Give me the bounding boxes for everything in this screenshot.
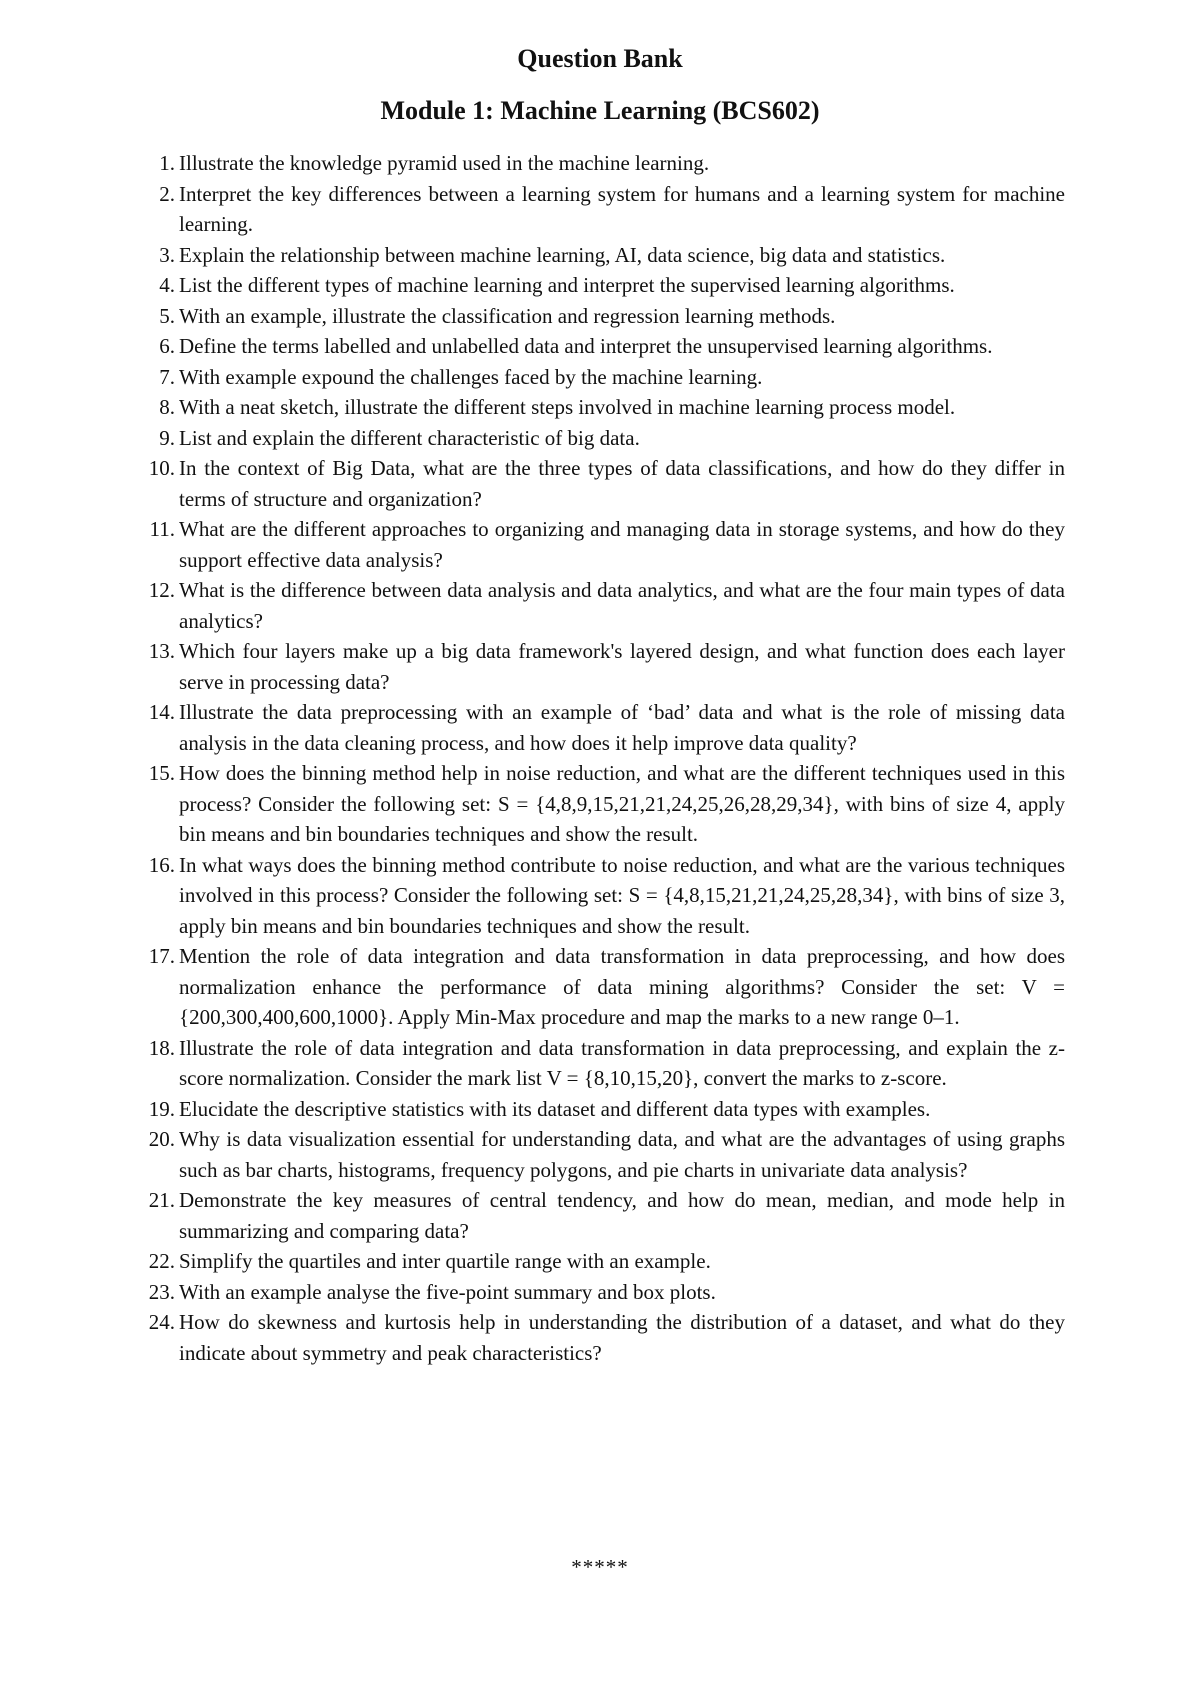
question-number: [130, 636, 175, 667]
question-number: [130, 697, 175, 728]
question-number: [130, 392, 175, 423]
question-text: Demonstrate the key measures of central tendency, and how do mean, median, and mode help in summarizing and comparing data?: [179, 1188, 1065, 1243]
question-number: [130, 331, 175, 362]
question-number-label: 22.: [148, 1249, 175, 1273]
question-text: Illustrate the knowledge pyramid used in the machine learning.: [179, 151, 710, 175]
question-item: [130, 392, 1065, 423]
question-number-label: 21.: [148, 1188, 175, 1212]
question-item: [130, 1277, 1065, 1308]
question-number-label: 16.: [148, 852, 175, 877]
question-number: [130, 179, 175, 210]
question-item: [130, 1033, 1065, 1094]
question-number: [130, 850, 175, 881]
question-number: [130, 1185, 175, 1216]
question-item: [130, 1185, 1065, 1246]
question-number-label: 9.: [159, 425, 175, 450]
question-number-label: 15.: [148, 761, 175, 785]
question-number-label: 10.: [148, 456, 175, 480]
question-item: [130, 1246, 1065, 1277]
question-text: Mention the role of data integration and data transformation in data preprocessing, and how does normalization enhance the performance of data mining algorithms? Consider the set: V = {200,300,400,600,1000}. Apply Min-Max procedure and map the marks to a new range 0–1.: [179, 944, 1065, 1029]
question-item: [130, 850, 1065, 942]
question-number-label: 18.: [148, 1035, 175, 1060]
question-number: [130, 1246, 175, 1277]
question-text: Elucidate the descriptive statistics with its dataset and different data types with examples.: [179, 1096, 931, 1121]
question-text: What are the different approaches to organizing and managing data in storage systems, and how do they support effective data analysis?: [179, 517, 1065, 572]
module-title: Module 1: Machine Learning (BCS602): [380, 96, 820, 125]
question-number: [130, 423, 175, 454]
question-number-label: 2.: [159, 181, 175, 206]
question-item: [130, 331, 1065, 362]
question-item: [130, 636, 1065, 697]
question-text: Define the terms labelled and unlabelled data and interpret the unsupervised learning algorithms.: [179, 334, 993, 358]
question-number: [130, 758, 175, 789]
question-text: With an example analyse the five-point summary and box plots.: [179, 1279, 716, 1304]
question-text: Explain the relationship between machine learning, AI, data science, big data and statistics.: [179, 242, 946, 267]
question-item: [130, 270, 1065, 301]
question-number: [130, 575, 175, 606]
question-text: List the different types of machine learning and interpret the supervised learning algorithms.: [179, 273, 955, 297]
question-number-label: 4.: [159, 273, 175, 297]
question-number: [130, 1124, 175, 1155]
question-text: Illustrate the role of data integration and data transformation in data preprocessing, and explain the z-score normalization. Consider the mark list V = {8,10,15,20}, convert the marks to z-score.: [179, 1035, 1065, 1090]
question-number-label: 5.: [159, 303, 175, 328]
question-text: Interpret the key differences between a learning system for humans and a learning system for machine learning.: [179, 181, 1065, 236]
question-text: Which four layers make up a big data framework's layered design, and what function does each layer serve in processing data?: [179, 639, 1065, 694]
end-of-document-mark: *****: [571, 1555, 629, 1579]
question-text: What is the difference between data analysis and data analytics, and what are the four main types of data analytics?: [179, 578, 1065, 633]
question-number-label: 7.: [159, 364, 175, 389]
question-number: [130, 240, 175, 271]
question-text: List and explain the different characteristic of big data.: [179, 425, 640, 450]
question-item: [130, 941, 1065, 1033]
question-item: [130, 1124, 1065, 1185]
question-number: [130, 1277, 175, 1308]
question-number-label: 14.: [148, 700, 175, 724]
question-text: With example expound the challenges faced by the machine learning.: [179, 364, 763, 389]
question-item: [130, 1094, 1065, 1125]
question-number: [130, 1307, 175, 1338]
question-item: [130, 453, 1065, 514]
question-number-label: 24.: [148, 1310, 175, 1334]
question-item: [130, 240, 1065, 271]
question-number-label: 1.: [159, 151, 175, 175]
question-number: [130, 453, 175, 484]
question-text: With a neat sketch, illustrate the different steps involved in machine learning process model.: [179, 395, 956, 419]
question-item: [130, 697, 1065, 758]
question-number: [130, 148, 175, 179]
question-number-label: 6.: [159, 334, 175, 358]
question-number-label: 11.: [149, 517, 175, 541]
question-number: [130, 514, 175, 545]
question-item: [130, 179, 1065, 240]
question-number-label: 13.: [148, 639, 175, 663]
question-item: [130, 1307, 1065, 1368]
question-number-label: 12.: [148, 578, 175, 602]
question-item: [130, 514, 1065, 575]
question-item: [130, 301, 1065, 332]
question-item: [130, 362, 1065, 393]
question-number-label: 3.: [159, 242, 175, 267]
question-number-label: 23.: [148, 1279, 175, 1304]
question-item: [130, 148, 1065, 179]
question-list: [130, 148, 1065, 1368]
question-number: [130, 301, 175, 332]
question-text: In the context of Big Data, what are the three types of data classifications, and how do they differ in terms of structure and organization?: [179, 456, 1065, 511]
question-number: [130, 270, 175, 301]
question-item: [130, 758, 1065, 850]
question-item: [130, 575, 1065, 636]
question-number-label: 8.: [159, 395, 175, 419]
question-number: [130, 362, 175, 393]
document-title: Question Bank: [517, 44, 683, 73]
question-text: Why is data visualization essential for understanding data, and what are the advantages of using graphs such as bar charts, histograms, frequency polygons, and pie charts in univariate data analysis?: [179, 1127, 1065, 1182]
question-number: [130, 941, 175, 972]
question-item: [130, 423, 1065, 454]
question-number-label: 20.: [148, 1127, 175, 1151]
question-text: Simplify the quartiles and inter quartile range with an example.: [179, 1249, 711, 1273]
question-text: With an example, illustrate the classification and regression learning methods.: [179, 303, 836, 328]
question-number-label: 17.: [148, 944, 175, 968]
question-text: How does the binning method help in noise reduction, and what are the different techniques used in this process? Consider the following set: S = {4,8,9,15,21,21,24,25,26,28,29,34}, with bins of size 4, apply bin means and bin boundaries techniques and show the result.: [179, 761, 1065, 846]
question-number: [130, 1033, 175, 1064]
question-text: In what ways does the binning method contribute to noise reduction, and what are the various techniques involved in this process? Consider the following set: S = {4,8,15,21,21,24,25,28,34}, with bins of size 3, apply bin means and bin boundaries techniques and show the result.: [179, 852, 1065, 938]
question-text: Illustrate the data preprocessing with an example of ‘bad’ data and what is the role of missing data analysis in the data cleaning process, and how does it help improve data quality?: [179, 700, 1065, 755]
question-text: How do skewness and kurtosis help in understanding the distribution of a dataset, and what do they indicate about symmetry and peak characteristics?: [179, 1310, 1065, 1365]
question-number-label: 19.: [148, 1096, 175, 1121]
question-number: [130, 1094, 175, 1125]
